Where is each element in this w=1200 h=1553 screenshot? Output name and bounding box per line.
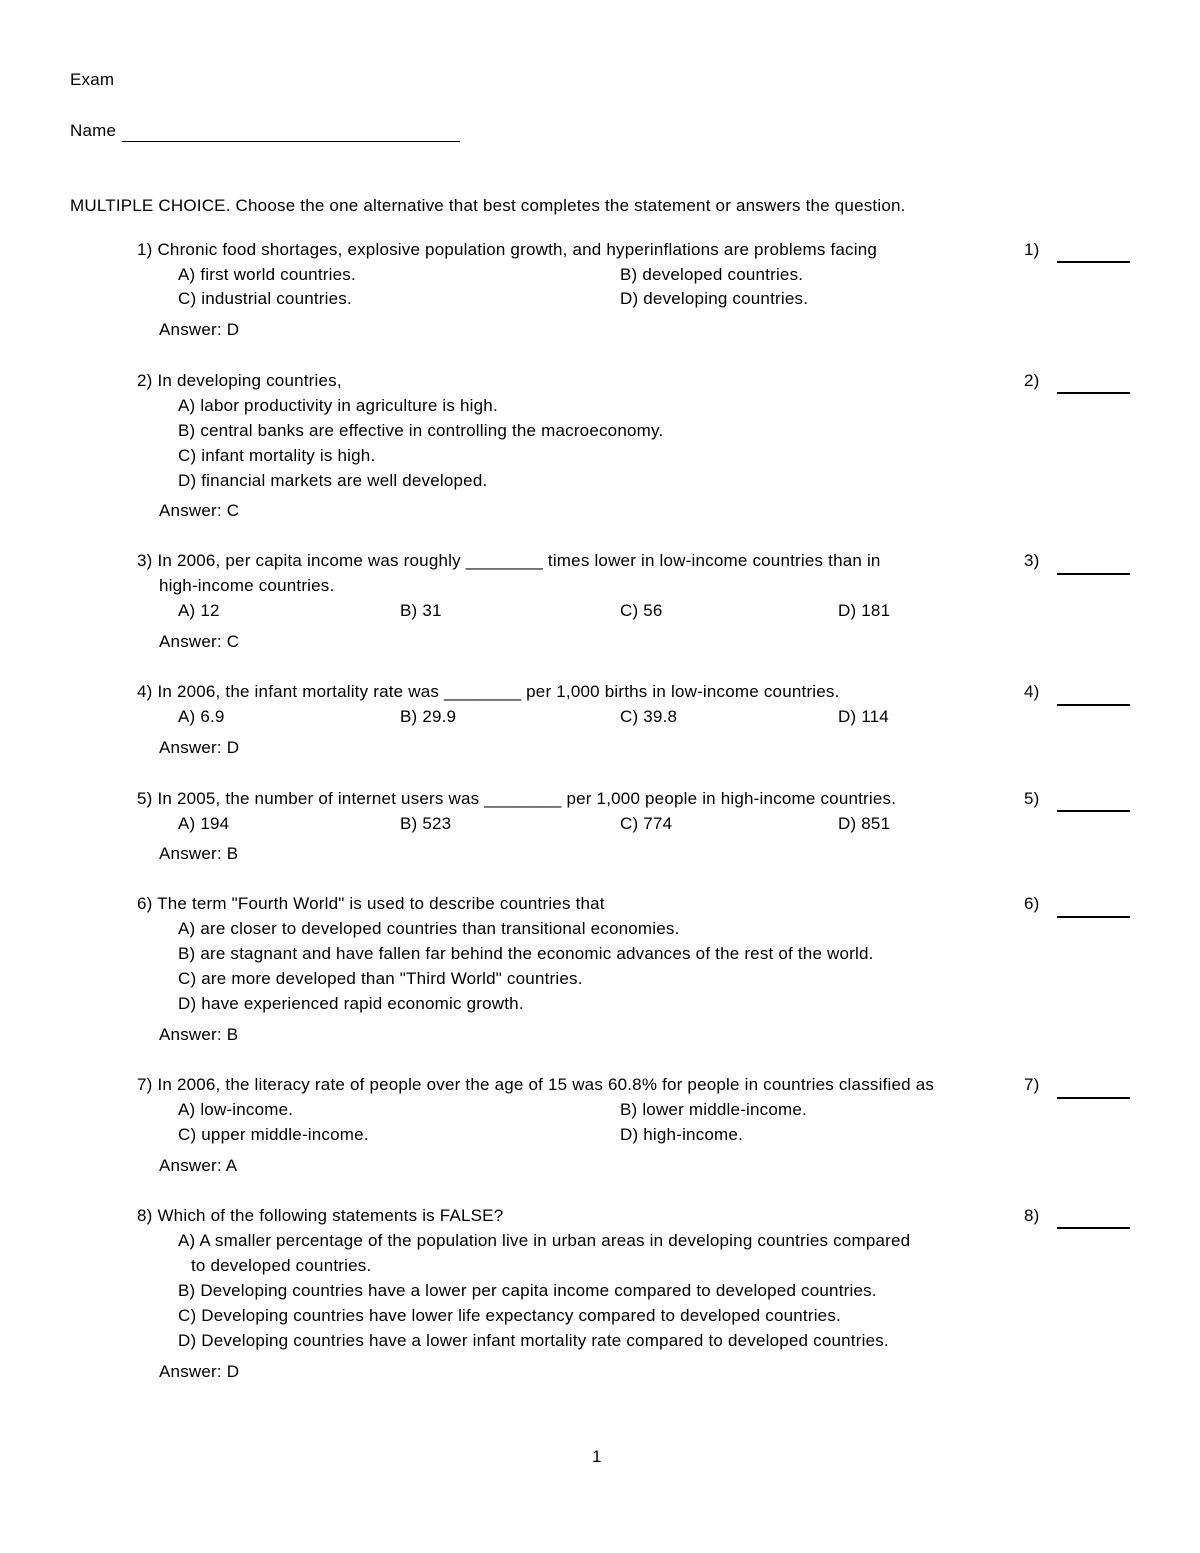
- option-d: D) 181: [838, 601, 891, 620]
- answer-key: Answer: C: [159, 632, 240, 651]
- answer-blank[interactable]: [1057, 392, 1130, 394]
- exam-title: Exam: [70, 70, 115, 89]
- option-b: B) are stagnant and have fallen far behind the economic advances of the rest of the world.: [178, 944, 874, 963]
- answer-key: Answer: D: [159, 738, 240, 757]
- answer-blank[interactable]: [1057, 573, 1130, 575]
- option-b: B) 29.9: [400, 707, 457, 726]
- answer-blank[interactable]: [1057, 916, 1130, 918]
- option-a: A) first world countries.: [178, 265, 356, 284]
- answer-number: 5): [1024, 789, 1040, 808]
- answer-number: 2): [1024, 371, 1040, 390]
- question-stem: 6) The term "Fourth World" is used to describe countries that: [137, 894, 605, 913]
- option-d: D) Developing countries have a lower infant mortality rate compared to developed countries.: [178, 1331, 889, 1350]
- option-a: A) 12: [178, 601, 220, 620]
- answer-key: Answer: D: [159, 1362, 240, 1381]
- option-c: C) 39.8: [620, 707, 678, 726]
- question-stem: 3) In 2006, per capita income was roughly ________ times lower in low-income countries than in: [137, 551, 881, 570]
- option-d: D) 851: [838, 814, 891, 833]
- answer-blank[interactable]: [1057, 261, 1130, 263]
- name-label: Name: [70, 121, 117, 140]
- option-c: C) industrial countries.: [178, 289, 352, 308]
- option-d: D) financial markets are well developed.: [178, 471, 488, 490]
- option-a: A) low-income.: [178, 1100, 294, 1119]
- answer-key: Answer: C: [159, 501, 240, 520]
- question-stem: 4) In 2006, the infant mortality rate was ________ per 1,000 births in low-income countries.: [137, 682, 840, 701]
- answer-blank[interactable]: [1057, 1227, 1130, 1229]
- option-d: D) high-income.: [620, 1125, 743, 1144]
- name-blank-line[interactable]: [122, 141, 460, 142]
- option-d: D) have experienced rapid economic growth.: [178, 994, 524, 1013]
- option-c: C) infant mortality is high.: [178, 446, 376, 465]
- question-stem: 2) In developing countries,: [137, 371, 342, 390]
- answer-key: Answer: A: [159, 1156, 238, 1175]
- answer-key: Answer: B: [159, 844, 239, 863]
- option-c: C) upper middle-income.: [178, 1125, 369, 1144]
- option-a: A) 194: [178, 814, 230, 833]
- option-b: B) Developing countries have a lower per capita income compared to developed countries.: [178, 1281, 877, 1300]
- question-stem: 7) In 2006, the literacy rate of people over the age of 15 was 60.8% for people in countries classified as: [137, 1075, 935, 1094]
- option-a: A) are closer to developed countries than transitional economies.: [178, 919, 680, 938]
- question-stem-continued: high-income countries.: [159, 576, 335, 595]
- section-instructions: MULTIPLE CHOICE. Choose the one alternative that best completes the statement or answers the question.: [70, 196, 906, 215]
- option-b: B) lower middle-income.: [620, 1100, 807, 1119]
- question-stem: 1) Chronic food shortages, explosive population growth, and hyperinflations are problems facing: [137, 240, 878, 259]
- option-d: D) developing countries.: [620, 289, 809, 308]
- answer-number: 8): [1024, 1206, 1040, 1225]
- answer-blank[interactable]: [1057, 704, 1130, 706]
- answer-number: 4): [1024, 682, 1040, 701]
- answer-number: 7): [1024, 1075, 1040, 1094]
- option-b: B) central banks are effective in controlling the macroeconomy.: [178, 421, 664, 440]
- option-d: D) 114: [838, 707, 889, 726]
- answer-number: 6): [1024, 894, 1040, 913]
- option-a: A) A smaller percentage of the population live in urban areas in developing countries compared: [178, 1231, 911, 1250]
- answer-blank[interactable]: [1057, 810, 1130, 812]
- question-stem: 8) Which of the following statements is FALSE?: [137, 1206, 504, 1225]
- option-a: A) labor productivity in agriculture is high.: [178, 396, 498, 415]
- answer-key: Answer: B: [159, 1025, 239, 1044]
- option-b: B) 31: [400, 601, 442, 620]
- page-number: 1: [592, 1447, 602, 1466]
- option-c: C) Developing countries have lower life expectancy compared to developed countries.: [178, 1306, 841, 1325]
- option-a: A) 6.9: [178, 707, 225, 726]
- option-b: B) developed countries.: [620, 265, 804, 284]
- option-c: C) are more developed than "Third World" countries.: [178, 969, 583, 988]
- option-c: C) 56: [620, 601, 663, 620]
- option-a-continued: to developed countries.: [191, 1256, 372, 1275]
- question-stem: 5) In 2005, the number of internet users was ________ per 1,000 people in high-income countries.: [137, 789, 897, 808]
- answer-number: 3): [1024, 551, 1040, 570]
- answer-key: Answer: D: [159, 320, 240, 339]
- option-c: C) 774: [620, 814, 673, 833]
- option-b: B) 523: [400, 814, 452, 833]
- answer-blank[interactable]: [1057, 1097, 1130, 1099]
- answer-number: 1): [1024, 240, 1040, 259]
